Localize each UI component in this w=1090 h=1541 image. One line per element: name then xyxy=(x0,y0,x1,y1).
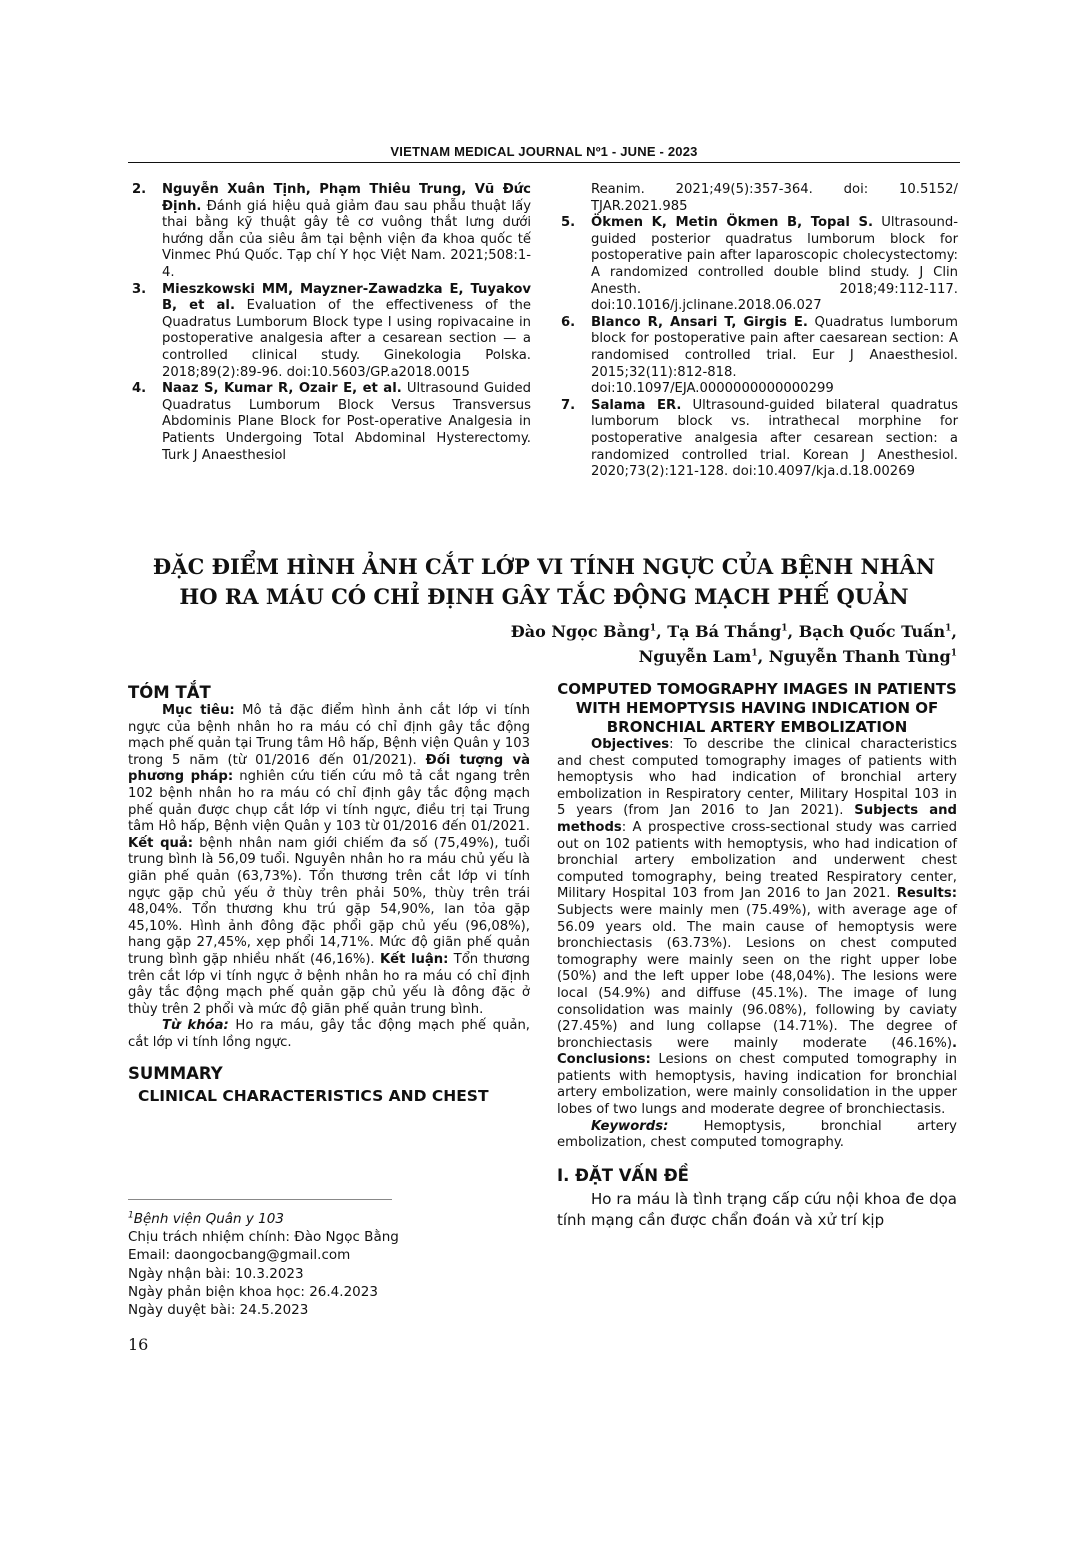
author-name: Nguyễn Lam xyxy=(638,647,752,666)
keywords-en: Keywords: Hemoptysis, bronchial artery embolization, chest computed tomography. xyxy=(557,1118,957,1151)
intro-text: Ho ra máu là tình trạng cấp cứu nội khoa đe dọa tính mạng cần được chẩn đoán và xử trí kịp xyxy=(557,1189,957,1229)
accepted-date: Ngày duyệt bài: 24.5.2023 xyxy=(128,1302,309,1319)
author-name: Đào Ngọc Bằng xyxy=(510,622,650,641)
reference-item: 2. Nguyễn Xuân Tịnh, Phạm Thiêu Trung, Vũ Đức Định. Đánh giá hiệu quả giảm đau sau phẫu thuật lấy thai bằng kỹ thuật gây tê cơ vuông thắt lưng dưới hướng dẫn của siêu âm tại bệnh viện đa khoa quốc tế Vinmec Phú Quốc. Tạp chí Y học Việt Nam. 2021;508:1-4. xyxy=(132,182,531,280)
author-list: Đào Ngọc Bằng$^1$, Tạ Bá Thắng$^1$, Bạch Quốc Tuấn$^1$, Nguyễn Lam$^1$, Nguyễn Thanh Tùng$^1$ xyxy=(510,622,957,666)
header-rule xyxy=(128,162,960,163)
reviewed-date: Ngày phản biện khoa học: 26.4.2023 xyxy=(128,1283,378,1300)
summary-title-part2: COMPUTED TOMOGRAPHY IMAGES IN PATIENTS WITH HEMOPTYSIS HAVING INDICATION OF BRONCHIAL ARTERY EMBOLIZATION xyxy=(557,680,957,736)
intro-heading: I. ĐẶT VẤN ĐỀ xyxy=(557,1165,689,1185)
received-date: Ngày nhận bài: 10.3.2023 xyxy=(128,1265,304,1282)
email: Email: daongocbang@gmail.com xyxy=(128,1247,351,1264)
reference-continuation: Reanim. 2021;49(5):357-364. doi: 10.5152/ TJAR.2021.985 xyxy=(591,182,958,214)
reference-item: 6. Blanco R, Ansari T, Girgis E. Quadratus lumborum block for postoperative pain after caesarean section: A randomised controlled trial. Eur J Anaesthesiol. 2015;32(11):812-818. doi:10.1097/EJA.0000000000000299 xyxy=(561,314,958,397)
abstract-right-column xyxy=(557,680,957,1231)
author-name: Bạch Quốc Tuấn xyxy=(798,622,946,641)
reference-item: 7. Salama ER. Ultrasound-guided bilateral quadratus lumborum block vs. intrathecal morphine for postoperative analgesia after cesarean section: a randomized controlled trial. Korean J Anesthesiol. 2020;73(2):121-128. doi:10.4097/kja.d.18.00269 xyxy=(561,397,958,480)
abstract-vi-body: Mục tiêu: Mô tả đặc điểm hình ảnh cắt lớp vi tính ngực của bệnh nhân ho ra máu có chỉ định gây tắc động mạch phế quản tại Trung tâm Hô hấp, Bệnh viện Quân y 103 trong 5 năm (từ 01/2016 đến 01/2021). Đối tượng và phương pháp: nghiên cứu tiến cứu mô tả cắt ngang trên 102 bệnh nhân ho ra máu có chỉ định gây tắc động mạch phế quản được chụp cắt lớp vi tính ngực, điều trị tại Trung tâm Hô hấp, Bệnh viện Quân y 103 từ 01/2016 đến 01/2021. Kết quả: bệnh nhân nam giới chiếm đa số (75,49%), tuổi trung bình là 56,09 tuổi. Nguyên nhân ho ra máu chủ yếu là giãn phế quản (63,73%). Tổn thương trên cắt lớp vi tính ngực gặp chủ yếu ở thùy trên phải 50%, thùy trên trái 48,04%. Tổn thương khu trú gặp 54,90%, lan tỏa gặp 45,10%. Hình ảnh đông đặc phổi gặp chủ yếu (96,08%), hang gặp 27,45%, xẹp phổi 14,71%. Mức độ giãn phế quản trung bình gặp nhiều nhất (46,16%). Kết luận: Tổn thương trên cắt lớp vi tính ngực ở bệnh nhân ho ra máu có chỉ định gây tắc động mạch phế quản gặp chủ yếu là đông đặc ở thùy trên 2 phổi và mức độ giãn phế quản trung bình. xyxy=(128,703,530,1017)
author-name: Tạ Bá Thắng xyxy=(667,622,782,641)
reference-item: 4. Naaz S, Kumar R, Ozair E, et al. Ultrasound Guided Quadratus Lumborum Block Versus Transversus Abdominis Plane Block for Post-operative Analgesia in Patients Undergoing Total Abdominal Hysterectomy. Turk J Anaesthesiol xyxy=(132,381,532,463)
keywords-vi: Từ khóa: Ho ra máu, gây tắc động mạch phế quản, cắt lớp vi tính lồng ngực. xyxy=(128,1018,530,1050)
references-right xyxy=(557,182,958,481)
summary-heading: SUMMARY xyxy=(128,1064,223,1084)
summary-title-part1: CLINICAL CHARACTERISTICS AND CHEST xyxy=(138,1087,489,1106)
page-number: 16 xyxy=(128,1335,149,1354)
abstract-heading: TÓM TẮT xyxy=(128,683,211,702)
summary-body: Objectives: To describe the clinical characteristics and chest computed tomography images of patients with hemoptysis who had indication of bronchial artery embolization in Respiratory center, Military Hospital 103 in 5 years (from Jan 2016 to Jan 2021). Subjects and methods: A prospective cross-sectional study was carried out on 102 patients with hemoptysis, who had indication of bronchial artery embolization and underwent chest computed tomography, being treated Respiratory center, Military Hospital 103 from Jan 2016 to Jan 2021. Results: Subjects were mainly men (75.49%), with average age of 56.09 years old. The main cause of hemoptysis were bronchiectasis (63.73%). Lesions on chest computed tomography were mainly seen on the right upper lobe (50%) and the left upper lobe (48,04%). The lesions were local (54.9%) and diffuse (45.1%). The image of lung consolidation was mainly (96.08%), following by caviaty (27.45%) and lung collapse (14.71%). The degree of bronchiectasis were mainly moderate (46.16%). Conclusions: Lesions on chest computed tomography in patients with hemoptysis, having indication for bronchial artery embolization, were mainly consolidation in the upper lobes of two lungs and moderate degree of bronchiectasis. xyxy=(557,737,957,1118)
references-left xyxy=(128,182,531,464)
affiliation: Bệnh viện Quân y 103 xyxy=(133,1211,284,1227)
abstract-left-column xyxy=(128,683,530,1106)
reference-item: 3. Mieszkowski MM, Mayzner-Zawadzka E, Tuyakov B, et al. Evaluation of the effectiveness of the Quadratus Lumborum Block type I using ropivacaine in postoperative analgesia after a cesarean section — a controlled clinical study. Ginekologia Polska. 2018;89(2):89-96. doi:10.5603/GP.a2018.0015 xyxy=(132,281,532,380)
article-title: ĐẶC ĐIỂM HÌNH ẢNH CẮT LỚP VI TÍNH NGỰC CỦA BỆNH NHÂN HO RA MÁU CÓ CHỈ ĐỊNH GÂY TẮC ĐỘNG MẠCH PHẾ QUẢN xyxy=(152,554,936,609)
reference-item: 5. Ökmen K, Metin Ökmen B, Topal S. Ultrasound-guided posterior quadratus lumborum block for postoperative pain after laparoscopic cholecystectomy: A randomized controlled double blind study. J Clin Anesth. 2018;49:112-117. doi:10.1016/j.jclinane.2018.06.027 xyxy=(561,215,959,314)
footnote-rule xyxy=(128,1199,392,1200)
author-name: Nguyễn Thanh Tùng xyxy=(768,647,951,666)
journal-header: VIETNAM MEDICAL JOURNAL Nº1 - JUNE - 2023 xyxy=(390,144,698,159)
corresponding-author: Chịu trách nhiệm chính: Đào Ngọc Bằng xyxy=(128,1229,399,1246)
footnote: $^1$Bệnh viện Quân y 103 Chịu trách nhiệm chính: Đào Ngọc Bằng Email: daongocbang@gmail.com Ngày nhận bài: 10.3.2023 Ngày phản biện khoa học: 26.4.2023 Ngày duyệt bài: 24.5.2023 xyxy=(128,1210,508,1319)
